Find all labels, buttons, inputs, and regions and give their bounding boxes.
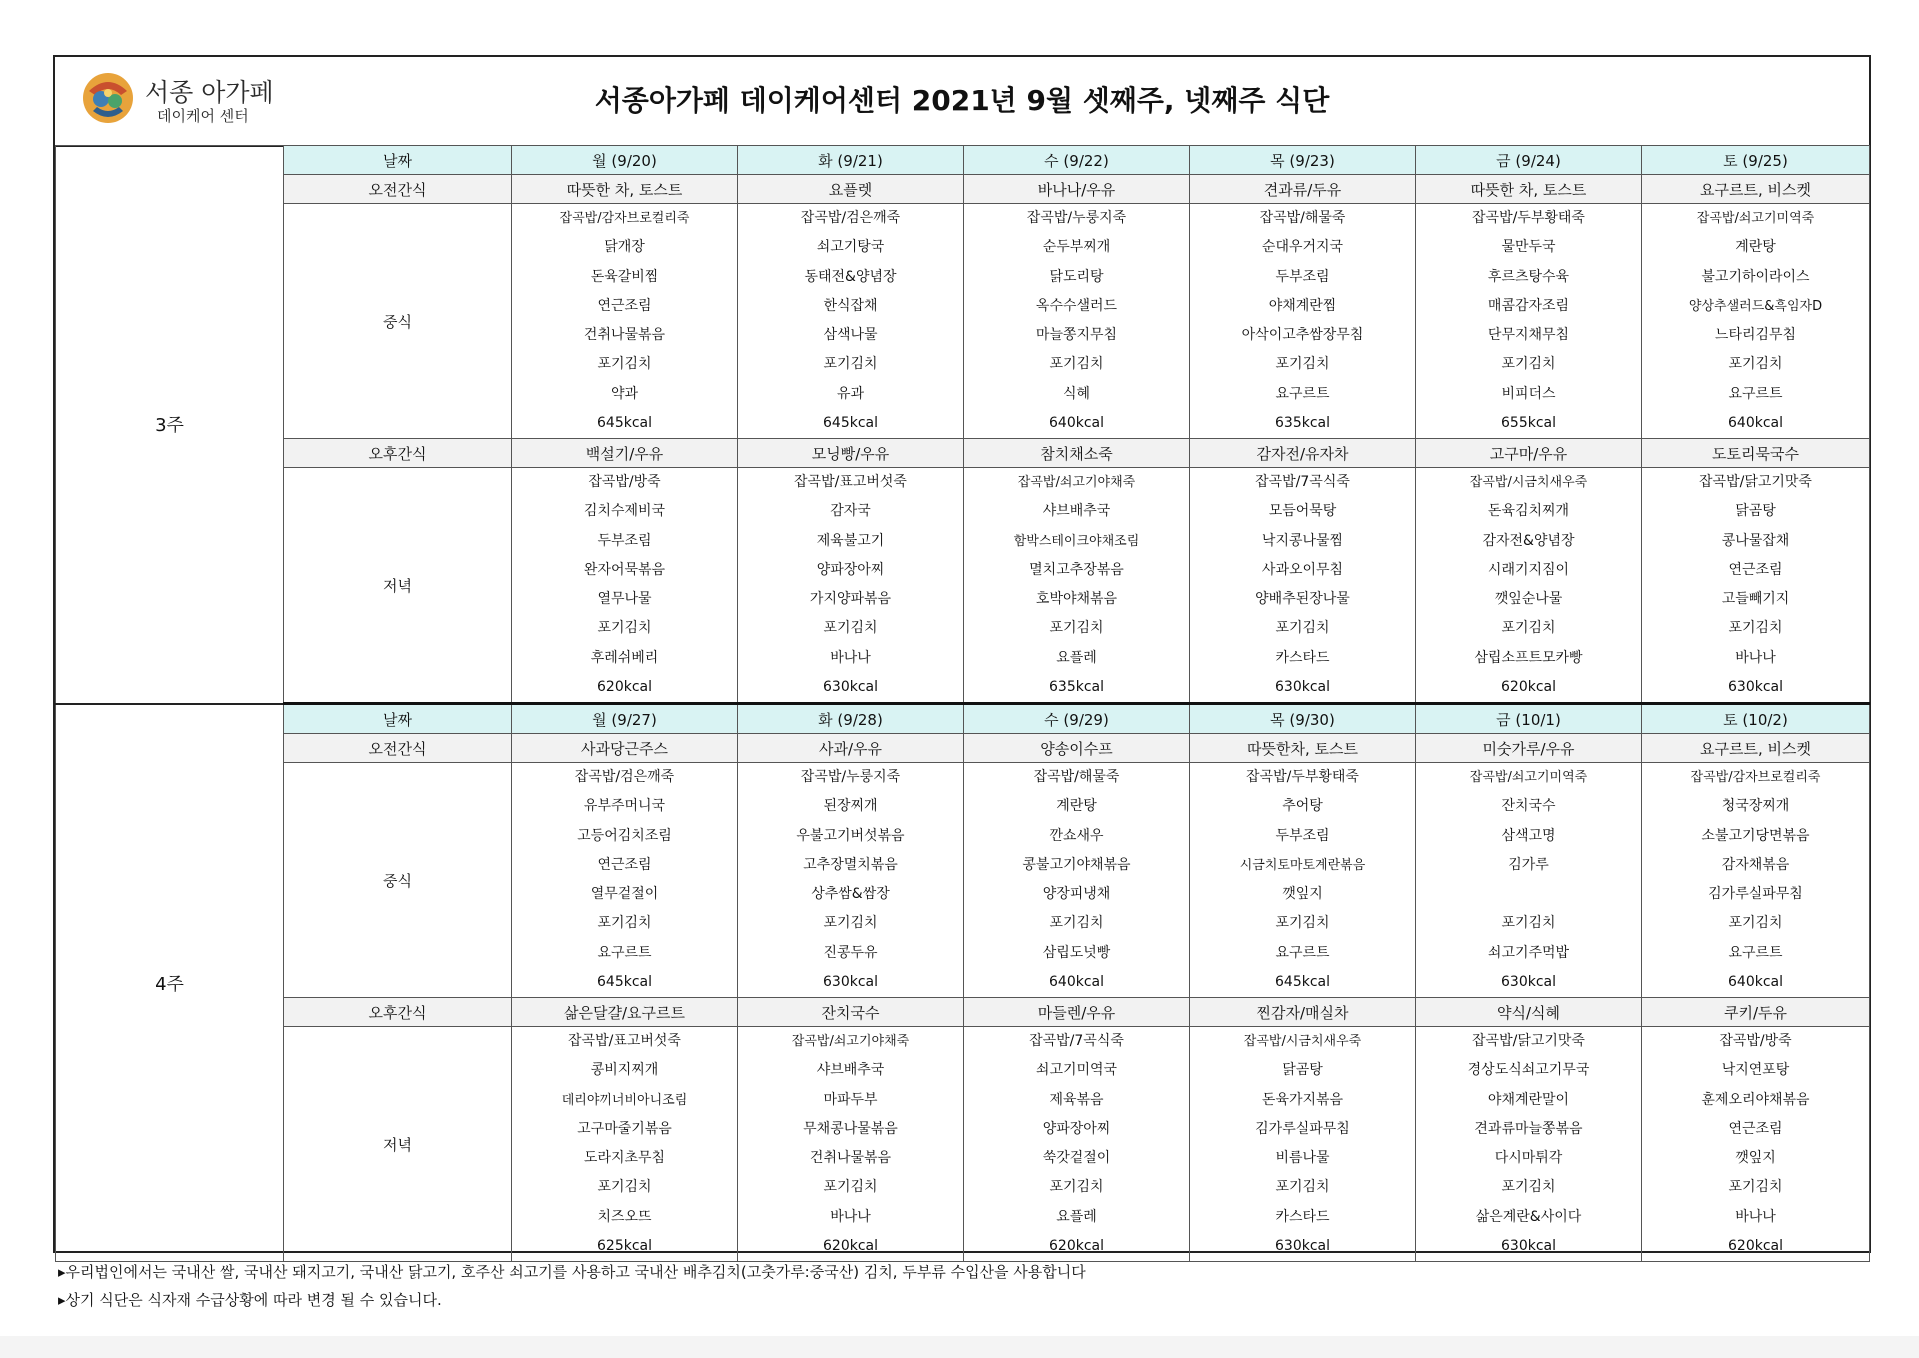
day-date: 수 (9/29)	[964, 704, 1190, 734]
calorie-value: 640kcal	[1049, 414, 1104, 431]
afternoon-snack: 고구마/우유	[1416, 439, 1642, 468]
menu-item: 후레쉬베리	[590, 649, 659, 666]
menu-item: 느타리김무침	[1714, 327, 1797, 343]
afternoon-snack: 도토리묵국수	[1642, 439, 1870, 468]
morning-snack: 따뜻한차, 토스트	[1190, 734, 1416, 763]
morning-snack: 바나나/우유	[964, 175, 1190, 204]
menu-item: 요구르트	[597, 944, 652, 961]
menu-item: 잡곡밥/감자브로컬리죽	[559, 211, 690, 226]
menu-item: 낙지연포탕	[1721, 1062, 1790, 1079]
afternoon-snack: 잔치국수	[738, 998, 964, 1027]
menu-item: 불고기하이라이스	[1701, 268, 1810, 285]
menu-table	[55, 145, 1870, 1262]
calorie-value: 620kcal	[823, 1237, 878, 1254]
menu-item: 낙지콩나물찜	[1261, 532, 1344, 549]
menu-item: 요플레	[1056, 1208, 1097, 1225]
calorie-value: 630kcal	[1275, 1237, 1330, 1254]
menu-item: 잡곡밥/감자브로컬리죽	[1690, 770, 1821, 785]
menu-item: 깐쇼새우	[1049, 827, 1104, 844]
dinner-menu	[512, 1027, 738, 1262]
menu-item: 두부조림	[1275, 268, 1330, 285]
menu-item: 쑥갓겉절이	[1042, 1150, 1111, 1166]
menu-item: 두부조림	[1275, 827, 1330, 844]
calorie-value: 630kcal	[823, 973, 878, 990]
morning-snack: 요플렛	[738, 175, 964, 204]
calorie-value: 645kcal	[597, 414, 652, 431]
menu-item: 고등어김치조림	[577, 827, 672, 844]
day-date: 화 (9/28)	[738, 704, 964, 734]
menu-item: 잡곡밥/쇠고기야채죽	[791, 1034, 910, 1049]
calorie-value: 640kcal	[1728, 414, 1783, 431]
header	[55, 57, 1869, 147]
lunch-menu	[1416, 204, 1642, 439]
dinner-menu	[1190, 468, 1416, 704]
note-origin: ▸우리법인에서는 국내산 쌀, 국내산 돼지고기, 국내산 닭고기, 호주산 쇠고기를 사용하고 국내산 배추김치(고춧가루:중국산) 김치, 두부류 수입산을 사용합니다	[58, 1263, 1086, 1281]
menu-item: 양상추샐러드&흑임자D	[1688, 298, 1823, 314]
menu-item: 마늘쫑지무침	[1035, 327, 1118, 343]
menu-item: 샤브배추국	[1042, 503, 1111, 520]
menu-item: 잡곡밥/해물죽	[1259, 210, 1346, 226]
calorie-value: 620kcal	[1501, 678, 1556, 695]
menu-item: 포기김치	[823, 620, 878, 637]
menu-item: 순대우거지국	[1261, 239, 1344, 256]
menu-item: 요구르트	[1728, 944, 1783, 961]
calorie-value: 630kcal	[1728, 678, 1783, 695]
menu-item: 단무지채무침	[1487, 327, 1570, 343]
menu-item: 식혜	[1062, 385, 1091, 402]
menu-item: 시금치토마토계란볶음	[1239, 857, 1366, 873]
menu-item: 바나나	[830, 649, 871, 666]
lunch-menu	[1416, 763, 1642, 998]
menu-item: 추어탕	[1282, 798, 1323, 815]
menu-item: 돈육갈비찜	[590, 268, 659, 285]
menu-item: 물만두국	[1501, 239, 1556, 256]
menu-item: 경상도식쇠고기무국	[1467, 1062, 1590, 1079]
day-date: 토 (10/2)	[1642, 704, 1870, 734]
morning-snack: 따뜻한 차, 토스트	[512, 175, 738, 204]
menu-item: 삶은계란&사이다	[1475, 1208, 1582, 1225]
dinner-menu	[738, 1027, 964, 1262]
menu-frame	[53, 55, 1871, 1253]
menu-item: 훈제오리야채볶음	[1701, 1091, 1810, 1108]
menu-item: 요구르트	[1275, 385, 1330, 402]
dinner-menu	[1416, 1027, 1642, 1262]
menu-item: 잡곡밥/쇠고기미역죽	[1469, 770, 1588, 785]
afternoon-snack: 참치채소죽	[964, 439, 1190, 468]
menu-item: 포기김치	[823, 356, 878, 373]
menu-item: 약과	[610, 385, 639, 402]
menu-item: 콩비지찌개	[590, 1062, 659, 1079]
logo-name: 서종 아가페	[145, 78, 274, 107]
menu-item: 요플레	[1056, 649, 1097, 666]
calorie-value: 645kcal	[823, 414, 878, 431]
menu-item: 제육볶음	[1049, 1091, 1104, 1108]
menu-item: 깻잎순나물	[1494, 591, 1563, 607]
menu-item: 잡곡밥/누룽지죽	[1026, 210, 1127, 226]
menu-item	[1416, 880, 1641, 909]
menu-item: 포기김치	[597, 356, 652, 373]
menu-item: 된장찌개	[823, 798, 878, 815]
menu-item: 바나나	[1735, 649, 1776, 666]
day-date: 월 (9/20)	[512, 146, 738, 175]
menu-item: 잡곡밥/닭고기맛죽	[1699, 474, 1812, 490]
menu-item: 김가루실파무침	[1708, 886, 1803, 902]
menu-item: 견과류마늘쫑볶음	[1474, 1120, 1583, 1137]
menu-item: 데리야끼너비아니조림	[561, 1092, 688, 1108]
calorie-value: 655kcal	[1501, 414, 1556, 431]
menu-item: 잡곡밥/시금치새우죽	[1469, 475, 1588, 490]
menu-item: 요구르트	[1275, 944, 1330, 961]
menu-item: 잡곡밥/검은깨죽	[574, 769, 675, 785]
row-label-lunch: 중식	[284, 204, 512, 439]
menu-item: 청국장찌개	[1721, 798, 1790, 815]
day-date: 금 (10/1)	[1416, 704, 1642, 734]
dinner-menu	[512, 468, 738, 704]
menu-item: 김치수제비국	[583, 503, 666, 520]
menu-item: 상추쌈&쌈장	[811, 886, 890, 902]
menu-item: 동태전&양념장	[804, 268, 897, 285]
menu-item: 포기김치	[597, 620, 652, 637]
menu-item: 잡곡밥/두부황태죽	[1472, 210, 1585, 226]
menu-item: 건취나물볶음	[809, 1150, 892, 1166]
lunch-menu	[1642, 204, 1870, 439]
lunch-menu	[512, 763, 738, 998]
row-label-afternoon-snack: 오후간식	[284, 998, 512, 1027]
menu-item: 잔치국수	[1501, 798, 1556, 815]
menu-item: 열무나물	[597, 591, 652, 607]
menu-item: 포기김치	[1275, 1179, 1330, 1196]
week-label: 3주	[56, 146, 284, 704]
dinner-menu	[1642, 1027, 1870, 1262]
menu-item: 삼색나물	[823, 327, 878, 343]
calorie-value: 625kcal	[597, 1237, 652, 1254]
menu-item: 포기김치	[1728, 356, 1783, 373]
menu-item: 깻잎지	[1282, 886, 1323, 902]
calorie-value: 640kcal	[1728, 973, 1783, 990]
menu-item: 샤브배추국	[816, 1062, 885, 1079]
afternoon-snack: 감자전/유자차	[1190, 439, 1416, 468]
menu-item: 사과오이무침	[1261, 561, 1344, 578]
morning-snack: 사과/우유	[738, 734, 964, 763]
morning-snack: 따뜻한 차, 토스트	[1416, 175, 1642, 204]
menu-item: 잡곡밥/검은깨죽	[800, 210, 901, 226]
menu-item: 멸치고추장볶음	[1029, 561, 1124, 578]
menu-item: 잡곡밥/두부황태죽	[1246, 769, 1359, 785]
menu-item: 제육불고기	[816, 532, 885, 549]
menu-item: 양파장아찌	[1042, 1120, 1111, 1137]
afternoon-snack: 찐감자/매실차	[1190, 998, 1416, 1027]
menu-item: 바나나	[830, 1208, 871, 1225]
menu-item: 비피더스	[1501, 385, 1556, 402]
menu-item: 삼립소프트모카빵	[1474, 649, 1583, 666]
menu-item: 카스타드	[1275, 649, 1330, 666]
menu-item: 무채콩나물볶음	[803, 1120, 898, 1137]
menu-item: 포기김치	[1501, 915, 1556, 932]
menu-item: 잡곡밥/7곡식죽	[1029, 1033, 1124, 1049]
menu-item: 시래기지짐이	[1487, 561, 1570, 578]
lunch-menu	[964, 204, 1190, 439]
calorie-value: 630kcal	[1501, 973, 1556, 990]
day-date: 목 (9/23)	[1190, 146, 1416, 175]
menu-item: 포기김치	[1049, 1179, 1104, 1196]
menu-item: 감자채볶음	[1721, 856, 1790, 873]
menu-item: 우불고기버섯볶음	[796, 827, 905, 844]
row-label-morning-snack: 오전간식	[284, 734, 512, 763]
menu-item: 건취나물볶음	[583, 327, 666, 343]
menu-item: 포기김치	[1728, 1179, 1783, 1196]
menu-item: 잡곡밥/쇠고기미역죽	[1696, 211, 1815, 226]
menu-item: 야채계란찜	[1268, 297, 1337, 314]
menu-item: 잡곡밥/방죽	[1719, 1033, 1792, 1049]
menu-item: 순두부찌개	[1042, 239, 1111, 256]
row-label-dinner: 저녁	[284, 1027, 512, 1262]
menu-item: 열무겉절이	[590, 886, 659, 902]
day-date: 월 (9/27)	[512, 704, 738, 734]
menu-item: 삼색고명	[1501, 827, 1556, 844]
calorie-value: 620kcal	[597, 678, 652, 695]
dinner-menu	[738, 468, 964, 704]
afternoon-snack: 모닝빵/우유	[738, 439, 964, 468]
calorie-value: 630kcal	[1501, 1237, 1556, 1254]
row-label-afternoon-snack: 오후간식	[284, 439, 512, 468]
menu-item: 김가루	[1508, 856, 1549, 873]
menu-item: 계란탕	[1735, 239, 1776, 256]
day-date: 목 (9/30)	[1190, 704, 1416, 734]
lunch-menu	[1190, 204, 1416, 439]
menu-item: 포기김치	[823, 915, 878, 932]
menu-item: 마파두부	[823, 1091, 878, 1108]
menu-item: 고들빼기지	[1721, 591, 1790, 607]
menu-item: 포기김치	[1728, 620, 1783, 637]
page-title: 서종아가페 데이케어센터 2021년 9월 셋째주, 넷째주 식단	[594, 84, 1330, 117]
calorie-value: 630kcal	[1275, 678, 1330, 695]
dinner-menu	[1416, 468, 1642, 704]
calorie-value: 645kcal	[597, 973, 652, 990]
row-label-dinner: 저녁	[284, 468, 512, 704]
calorie-value: 635kcal	[1275, 414, 1330, 431]
afternoon-snack: 마들렌/우유	[964, 998, 1190, 1027]
menu-item: 잡곡밥/표고버섯죽	[568, 1033, 681, 1049]
afternoon-snack: 약식/식혜	[1416, 998, 1642, 1027]
row-label-date: 날짜	[284, 704, 512, 734]
lunch-menu	[1642, 763, 1870, 998]
calorie-value: 630kcal	[823, 678, 878, 695]
menu-item: 양배추된장나물	[1255, 591, 1350, 607]
menu-item: 유과	[836, 385, 865, 402]
menu-item: 쇠고기주먹밥	[1487, 944, 1570, 961]
menu-item: 포기김치	[1501, 1179, 1556, 1196]
menu-item: 깻잎지	[1735, 1150, 1776, 1166]
menu-item: 완자어묵볶음	[583, 561, 666, 578]
note-change: ▸상기 식단은 식자재 수급상황에 따라 변경 될 수 있습니다.	[58, 1291, 442, 1309]
dinner-menu	[964, 1027, 1190, 1262]
menu-item: 계란탕	[1056, 798, 1097, 815]
menu-item: 호박야채볶음	[1035, 591, 1118, 607]
morning-snack: 요구르트, 비스켓	[1642, 175, 1870, 204]
menu-item: 한식잡채	[823, 297, 878, 314]
menu-item: 잡곡밥/쇠고기야채죽	[1017, 475, 1136, 490]
menu-item: 포기김치	[1049, 915, 1104, 932]
menu-item: 포기김치	[823, 1179, 878, 1196]
menu-item: 돈육가지볶음	[1261, 1091, 1344, 1108]
menu-item: 요구르트	[1728, 385, 1783, 402]
menu-item: 잡곡밥/7곡식죽	[1255, 474, 1350, 490]
dinner-menu	[1190, 1027, 1416, 1262]
afternoon-snack: 쿠키/두유	[1642, 998, 1870, 1027]
row-label-date: 날짜	[284, 146, 512, 175]
day-date: 수 (9/22)	[964, 146, 1190, 175]
calorie-value: 640kcal	[1049, 973, 1104, 990]
menu-item: 포기김치	[1275, 915, 1330, 932]
logo-subtitle: 데이케어 센터	[157, 107, 249, 125]
menu-item: 포기김치	[1275, 620, 1330, 637]
dinner-menu	[1642, 468, 1870, 704]
menu-item: 도라지초무침	[583, 1150, 666, 1166]
menu-item: 바나나	[1735, 1208, 1776, 1225]
calorie-value: 620kcal	[1049, 1237, 1104, 1254]
calorie-value: 620kcal	[1728, 1237, 1783, 1254]
menu-item: 포기김치	[597, 915, 652, 932]
menu-item: 양파장아찌	[816, 561, 885, 578]
menu-item: 두부조림	[597, 532, 652, 549]
menu-item: 아삭이고추쌈장무침	[1241, 327, 1364, 343]
menu-item: 잡곡밥/방죽	[588, 474, 661, 490]
day-date: 토 (9/25)	[1642, 146, 1870, 175]
menu-item: 닭곰탕	[1282, 1062, 1323, 1079]
menu-item: 진콩두유	[823, 944, 878, 961]
calorie-value: 635kcal	[1049, 678, 1104, 695]
row-label-lunch: 중식	[284, 763, 512, 998]
menu-item: 모듬어묵탕	[1268, 503, 1337, 520]
menu-item: 연근조림	[597, 856, 652, 873]
day-date: 금 (9/24)	[1416, 146, 1642, 175]
menu-item: 콩나물잡채	[1721, 532, 1790, 549]
menu-item: 감자국	[830, 503, 871, 520]
lunch-menu	[1190, 763, 1416, 998]
morning-snack: 미숫가루/우유	[1416, 734, 1642, 763]
lunch-menu	[964, 763, 1190, 998]
morning-snack: 양송이수프	[964, 734, 1190, 763]
menu-item: 후르츠탕수육	[1487, 268, 1570, 285]
menu-item: 옥수수샐러드	[1035, 297, 1118, 314]
menu-item: 고추장멸치볶음	[803, 856, 898, 873]
menu-item: 잡곡밥/닭고기맛죽	[1472, 1033, 1585, 1049]
menu-item: 돈육김치찌개	[1487, 503, 1570, 520]
menu-item: 콩불고기야채볶음	[1022, 856, 1131, 873]
menu-item: 가지양파볶음	[809, 591, 892, 607]
menu-item: 삼립도넛빵	[1042, 944, 1111, 961]
menu-item: 닭개장	[604, 239, 645, 256]
menu-item: 카스타드	[1275, 1208, 1330, 1225]
day-date: 화 (9/21)	[738, 146, 964, 175]
menu-item: 잡곡밥/표고버섯죽	[794, 474, 907, 490]
menu-item: 연근조림	[1728, 561, 1783, 578]
calorie-value: 645kcal	[1275, 973, 1330, 990]
afternoon-snack: 삶은달걀/요구르트	[512, 998, 738, 1027]
menu-item: 포기김치	[597, 1179, 652, 1196]
menu-item: 함박스테이크야채조림	[1013, 533, 1140, 549]
menu-item: 고구마줄기볶음	[577, 1120, 672, 1137]
menu-item: 연근조림	[1728, 1120, 1783, 1137]
menu-item: 유부주머니국	[583, 798, 666, 815]
week-label: 4주	[56, 704, 284, 1262]
row-label-morning-snack: 오전간식	[284, 175, 512, 204]
menu-item: 다시마튀각	[1494, 1150, 1563, 1166]
menu-item: 포기김치	[1501, 356, 1556, 373]
menu-item: 쇠고기미역국	[1035, 1062, 1118, 1079]
notes	[58, 1258, 1086, 1314]
morning-snack: 견과류/두유	[1190, 175, 1416, 204]
menu-item: 잡곡밥/시금치새우죽	[1243, 1034, 1362, 1049]
menu-item: 포기김치	[1501, 620, 1556, 637]
menu-item: 매콤감자조림	[1487, 297, 1570, 314]
menu-item: 감자전&양념장	[1482, 532, 1575, 549]
menu-item: 치즈오뜨	[597, 1208, 652, 1225]
lunch-menu	[512, 204, 738, 439]
morning-snack: 요구르트, 비스켓	[1642, 734, 1870, 763]
menu-item: 양장피냉채	[1042, 886, 1111, 902]
morning-snack: 사과당근주스	[512, 734, 738, 763]
afternoon-snack: 백설기/우유	[512, 439, 738, 468]
menu-item: 포기김치	[1049, 620, 1104, 637]
menu-item: 김가루실파무침	[1255, 1120, 1350, 1137]
menu-item: 야채계란말이	[1487, 1091, 1570, 1108]
menu-item: 비름나물	[1275, 1150, 1330, 1166]
menu-item: 연근조림	[597, 297, 652, 314]
menu-item: 쇠고기탕국	[816, 239, 885, 256]
menu-item: 포기김치	[1728, 915, 1783, 932]
menu-item: 잡곡밥/해물죽	[1033, 769, 1120, 785]
menu-item: 닭곰탕	[1735, 503, 1776, 520]
menu-item: 포기김치	[1049, 356, 1104, 373]
lunch-menu	[738, 763, 964, 998]
menu-item: 닭도리탕	[1049, 268, 1104, 285]
menu-item: 잡곡밥/누룽지죽	[800, 769, 901, 785]
menu-item: 포기김치	[1275, 356, 1330, 373]
menu-item: 소불고기당면볶음	[1701, 827, 1810, 844]
lunch-menu	[738, 204, 964, 439]
dinner-menu	[964, 468, 1190, 704]
